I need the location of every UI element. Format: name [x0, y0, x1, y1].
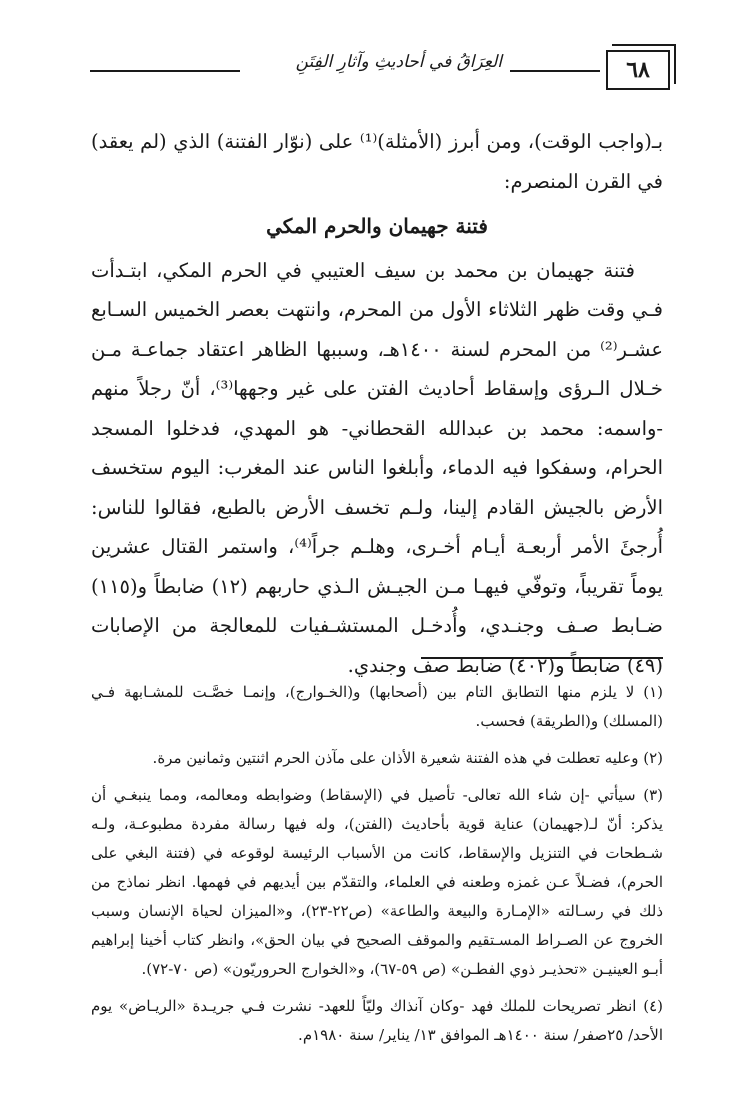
footnote-1: (١) لا يلزم منها التطابق التام بين (أصحابها) و(الخـوارج)، وإنمـا خصَّـت للمشـابهة فـي (المسلك) و(الطريقة) فحسب. — [91, 683, 663, 730]
running-title: العِرَاقُ في أحاديثِ وآثارِ الفِتَنِ — [295, 52, 502, 72]
footnote-2: (٢) وعليه تعطلت في هذه الفتنة شعيرة الأذان على مآذن الحرم اثنتين وثمانين مرة. — [152, 749, 663, 767]
footnote-4: (٤) انظر تصريحات للملك فهد -وكان آنذاك وليّاً للعهد- نشرت فـي جريـدة «الريـاض» يوم الأحد/ ٢٥صفر/ سنة ١٤٠٠هـ الموافق ١٣/ يناير/ سنة ١٩٨٠م. — [91, 997, 663, 1044]
section-heading: فتنة جهيمان والحرم المكي — [266, 214, 488, 238]
footnotes — [91, 678, 663, 1058]
header-rule-left — [90, 70, 240, 72]
page-header — [90, 40, 670, 100]
header-rule-right — [510, 70, 600, 72]
main-paragraph: فتنة جهيمان بن محمد بن سيف العتيبي في الحرم المكي، ابتـدأت فـي وقت ظهر الثلاثاء الأول من المحرم، وانتهت بعصر الخميس السـابع عشـر⁽²⁾ من المحرم لسنة ١٤٠٠هـ، وسببها الظاهر اعتقاد جماعـة مـن خـلال الـرؤى وإسقاط أحاديث الفتن على غير وجهها⁽³⁾، أنّ رجلاً منهم -واسمه: محمد بن عبدالله القحطاني- هو المهدي، فدخلوا المسجد الحرام، وسفكوا فيه الدماء، وأبلغوا الناس عند المغرب: اليوم ستخسف الأرض بالجيش القادم إلينا، ولـم تخسف الأرض بالطبع، فقالوا للناس: أُرجئَ الأمر أربعـة أيـام أخـرى، وهلـم جراً⁽⁴⁾، واستمر القتال عشرين يوماً تقريباً، وتوفّي فيهـا مـن الجيـش الـذي حاربهم (١٢) ضابطاً و(١١٥) ضـابط صـف وجنـدي، وأُدخـل المستشـفيات للمعالجة من الإصابات (٤٩) ضابطاً و(٤٠٢) ضابط صف وجندي. — [91, 258, 663, 677]
intro-paragraph: بـ(واجب الوقت)، ومن أبرز (الأمثلة)⁽¹⁾ على (نوّار الفتنة) الذي (لم يعقد) في القرن المنصرم: — [91, 130, 663, 193]
footnote-3: (٣) سيأتي -إن شاء الله تعالى- تأصيل في (الإسقاط) وضوابطه ومعالمه، ومما ينبغـي أن يذكر: أنّ لـ(جهيمان) عناية قوية بأحاديث (الفتن)، وله فيها رسالة مفردة مطبوعـة، ولـه شـطحات في التنزيل والإسقاط، كانت من الأسباب الرئيسة لوقوعه في (فتنة البغي على الحرم)، فضـلاً عـن غمزه وطعنه في العلماء، والتقدّم بين أيديهم في فهمها. انظر نماذج من ذلك في رسـالته «الإمـارة والبيعة والطاعة» (ص٢٢-٢٣)، و«الميزان لحياة الإنسان وسبب الخروج عن الصـراط المسـتقيم والموقف الصحيح في بيان الحق»، وانظر كتاب أخينا إبراهيم أبـو العينيـن «تحذيـر ذوي الفطـن» (ص ٥٩-٦٧)، و«الخوارج الحروريّون» (ص ٧٠-٧٢). — [91, 786, 664, 978]
page-number: ٦٨ — [606, 50, 670, 90]
footnote-separator — [421, 657, 663, 659]
main-text — [91, 122, 663, 685]
